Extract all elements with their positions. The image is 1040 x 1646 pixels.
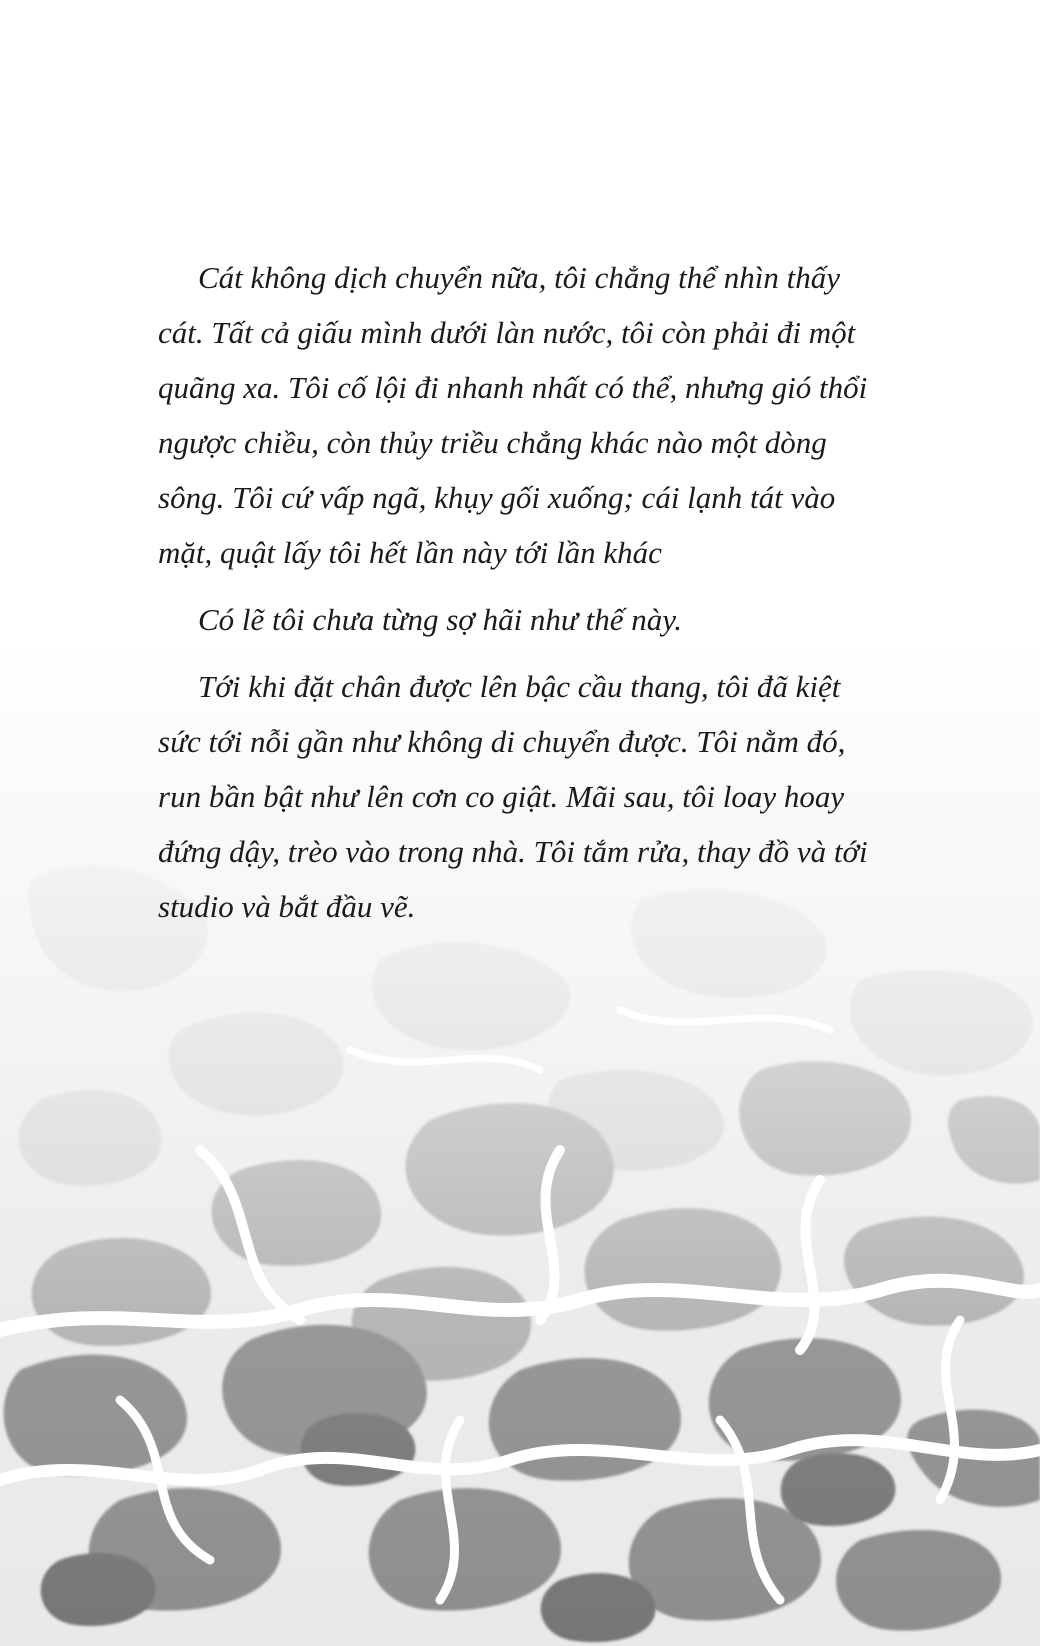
paragraph-2: Có lẽ tôi chưa từng sợ hãi như thế này.: [198, 602, 683, 637]
paragraph-3: Tới khi đặt chân được lên bậc cầu thang, tôi đã kiệt sức tới nỗi gần như không di chuyển được. Tôi nằm đó, run bần bật như lên cơn co giật. Mãi sau, tôi loay hoay đứng dậy, trèo vào trong nhà. Tôi tắm rửa, thay đồ và tới studio và bắt đầu vẽ.: [158, 669, 868, 924]
body-text: [158, 250, 870, 946]
paragraph-1: Cát không dịch chuyển nữa, tôi chẳng thể nhìn thấy cát. Tất cả giấu mình dưới làn nước, tôi còn phải đi một quãng xa. Tôi cố lội đi nhanh nhất có thể, nhưng gió thổi ngược chiều, còn thủy triều chẳng khác nào một dòng sông. Tôi cứ vấp ngã, khụy gối xuống; cái lạnh tát vào mặt, quật lấy tôi hết lần này tới lần khác: [158, 260, 868, 570]
